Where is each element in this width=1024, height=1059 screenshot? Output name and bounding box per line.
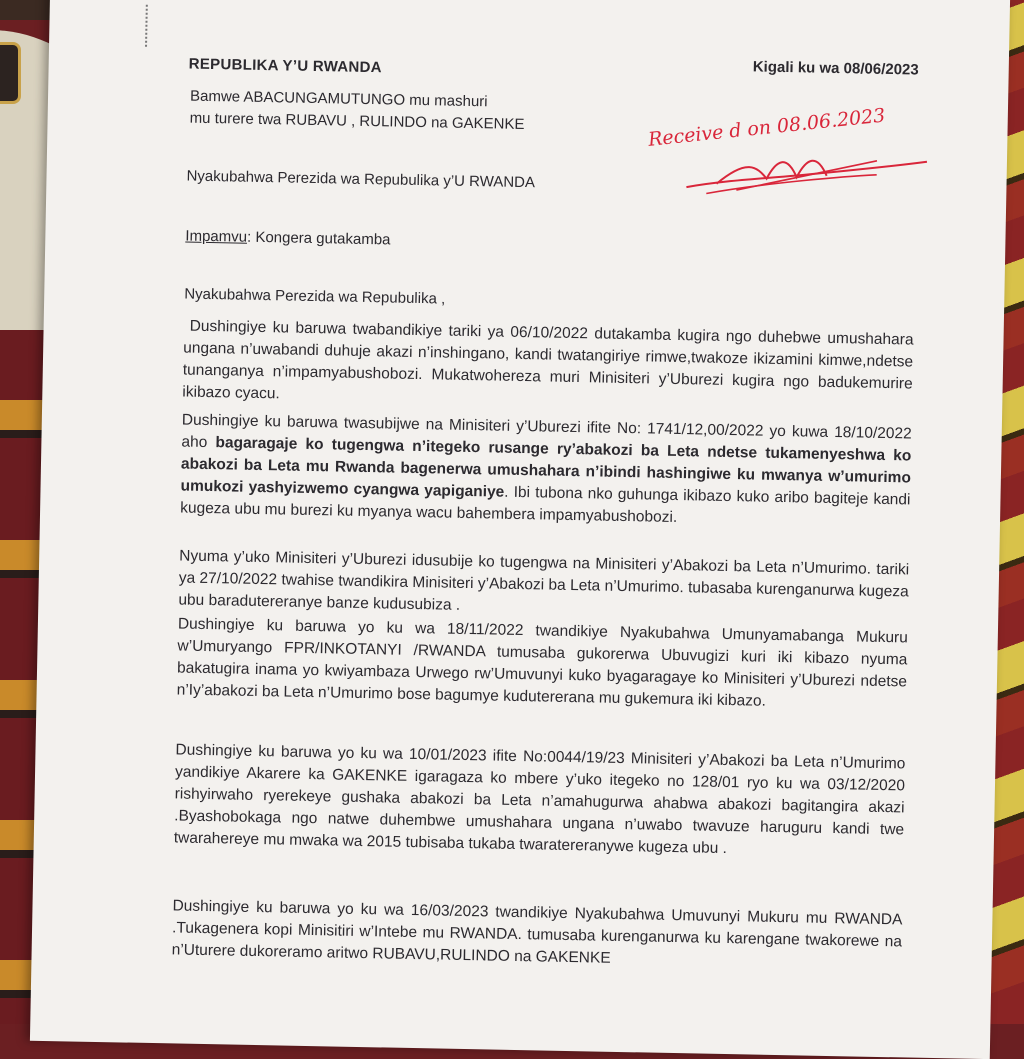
- paragraph-1: Dushingiye ku baruwa twabandikiye tariki ya 06/10/2022 dutakamba kugira ngo duhebwe umushahara ungana n’uwabandi duhuje akazi n’inshingano, kandi twatangiriye rimwe,twakoze ikizamini kimwe,ndetse tunanganya n’impamyabushobozi. Mukatwohereza muri Minisiteri y’Uburezi kugira ngo badukemurire ikibazo cyacu.: [182, 317, 914, 403]
- letter-body: [171, 54, 919, 967]
- salutation: Nyakubahwa Perezida wa Repubulika ,: [184, 285, 446, 308]
- staple-holes: [145, 5, 150, 47]
- sender-line-2: mu turere twa RUBAVU , RULINDO na GAKENKE: [189, 109, 525, 134]
- paragraph-4: Dushingiye ku baruwa yo ku wa 18/11/2022 twandikiye Nyakubahwa Umunyamabanga Mukuru w’Umuryango FPR/INKOTANYI /RWANDA tumusaba gukorerwa Ubuvugizi kuri iki kibazo nyuma bakatugira inama yo kwiyambaza Urwego rw’Umuvunyi kuko byagaragaye ko Minisiteri y’Uburezi ndetse n’Iy’abakozi ba Leta n’Umurimo bose bagumye kudutererana mu gukemura iki kibazo.: [176, 615, 908, 710]
- subject-line: [185, 226, 391, 252]
- subject-text: : Kongera gutakamba: [246, 228, 391, 249]
- paragraph-2-end: . Ibi tubona nko guhunga ikibazo kuko aribo bagiteje kandi kugeza ubu mu burezi ku myanya wacu bahembera impamyabushobozi.: [180, 483, 911, 527]
- addressee: Nyakubahwa Perezida wa Repubulika y’U RWANDA: [186, 167, 536, 192]
- paragraph-2-start: Dushingiye ku baruwa twasubijwe na Minisiteri y’Uburezi ifite No: 1741/12,00/2022 yo kuwa 18/10/2022 aho: [181, 411, 912, 452]
- paragraph-3: Nyuma y’uko Minisiteri y’Uburezi idusubije ko tugengwa na Minisiteri y’Abakozi ba Leta n’Umurimo. tariki ya 27/10/2022 twahise twandikira Minisiteri y’Abakozi ba Leta n’Umurimo. tubasaba kurenganurwa kugeza ubu baradutereranye banze kudusubiza .: [178, 547, 910, 614]
- received-stamp: [646, 104, 948, 220]
- letter-paper: [30, 0, 1010, 1059]
- sender-block: [187, 54, 628, 138]
- sender-line-1: Bamwe ABACUNGAMUTUNGO mu mashuri: [189, 87, 488, 111]
- background-object: [0, 42, 21, 104]
- subject-label: Impamvu: [185, 227, 248, 246]
- received-stamp-text: Receive d on 08.06.2023: [647, 104, 887, 151]
- paragraph-6: Dushingiye ku baruwa yo ku wa 16/03/2023 twandikiye Nyakubahwa Umuvunyi Mukuru mu RWANDA .Tukagenera kopi Minisitiri w’Intebe mu RWANDA. tumusaba kurenganurwa ku karengane twakorewe na n’Uturere dukoreramo aritwo RUBAVU,RULINDO na GAKENKE: [171, 897, 903, 967]
- republic-heading: REPUBLIKA Y’U RWANDA: [188, 55, 383, 77]
- paragraph-2-bold: bagaragaje ko tugengwa n’itegeko rusange ry’abakozi ba Leta ndetse tukamenyeshwa ko abakozi ba Leta mu Rwanda bagenerwa umushahara n’ibindi hashingiwe ku mwanya w’umurimo umukozi yashyizwemo cyangwa yapiganiye: [180, 434, 912, 501]
- paragraph-2: [180, 409, 912, 533]
- paragraph-5: Dushingiye ku baruwa yo ku wa 10/01/2023 ifite No:0044/19/23 Minisiteri y’Abakozi ba Leta n’Umurimo yandikiye Akarere ka GAKENKE igaragaza ko mbere y’uko itegeko no 128/01 ryo ku wa 03/12/2020 rishyirwaho ryerekeye gushaka abakozi ba Leta n’amahugurwa ahabwa abakozi bagitangira akazi .Byashobokaga ngo natwe duhembwe umushahara ungana n’uwabo twavuze haruguru kandi twe twarahereye mu mwaka wa 2015 tubisaba tukaba twaratereranywe kugeza ubu .: [173, 741, 906, 858]
- signature-scribble: [646, 126, 947, 212]
- place-and-date: Kigali ku wa 08/06/2023: [752, 58, 919, 79]
